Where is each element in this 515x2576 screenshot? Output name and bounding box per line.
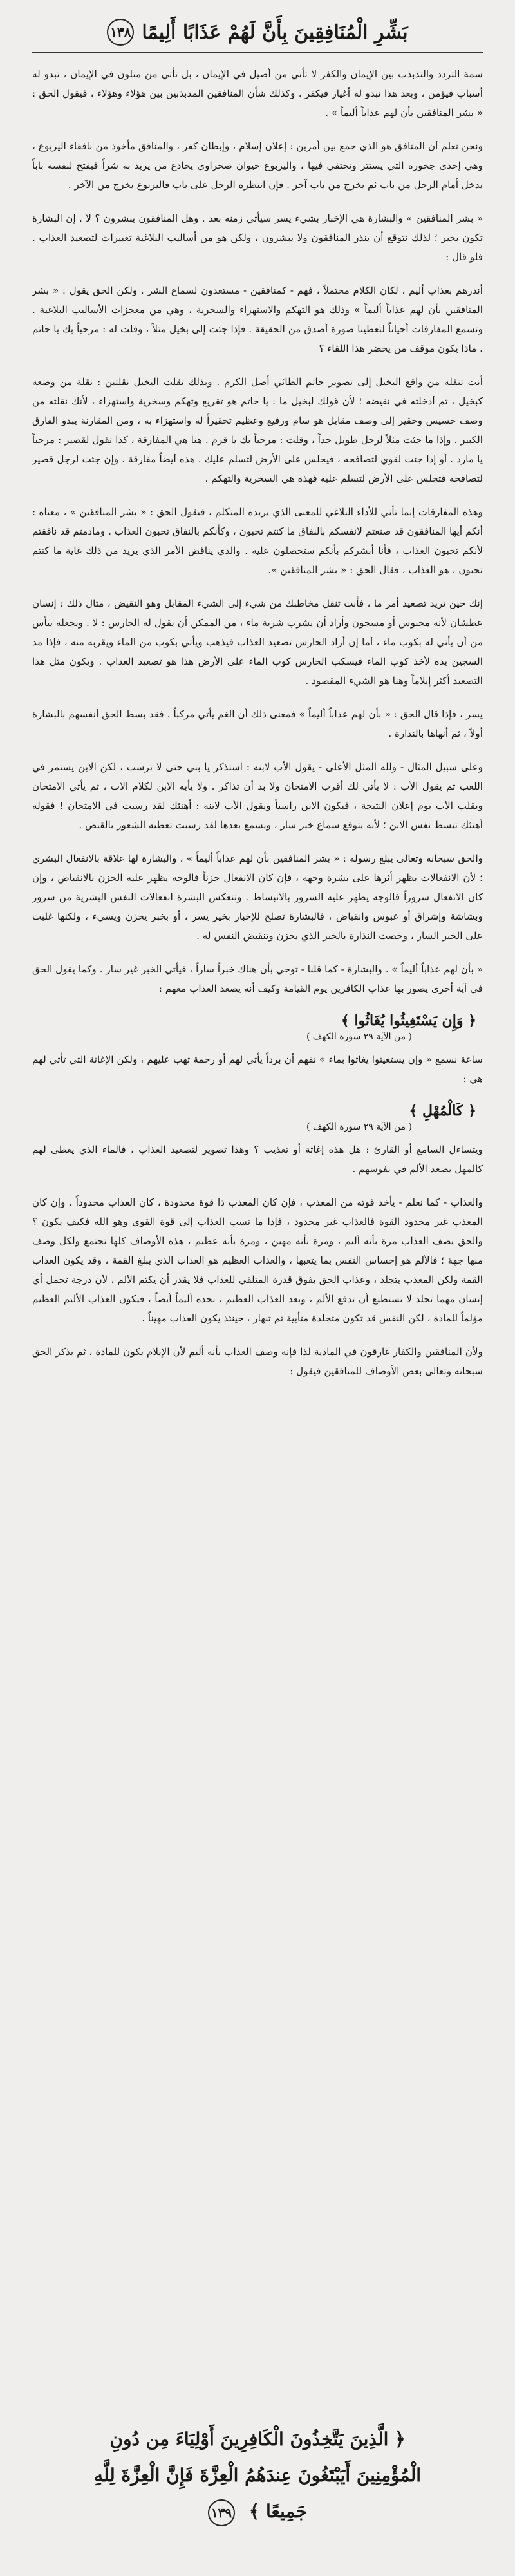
paragraph-group-1: [32, 64, 483, 122]
paragraph-group-4: [32, 281, 483, 358]
quran-quote-1: ﴿ وَإِن يَسْتَغِيثُوا يُغَاثُوا ﴾: [341, 1012, 476, 1029]
paragraph-group-8: [32, 705, 483, 743]
paragraph: أنذرهم بعذاب أليم ، لكان الكلام محتملاً ، فهم - كمنافقين - مستعدون لسماع الشر . ولكن الحق يقول : « بشر المنافقين بأن لهم عذاباً أليماً » وذلك هو التهكم والاستهزاء والسخرية ، وهي من معجزات الأساليب البلاغية . وتسمع المفارقات أحياناً لتعطينا صورة أصدق من الحقيقة . فإذا جئت إلى بخيل مثلاً ، وقلت له : مرحباً بك يا حاتم . ماذا يكون موقف من يحضر هذا اللقاء ؟: [32, 285, 483, 354]
verse-number-badge: ١٣٨: [107, 19, 134, 46]
footer-verse-line-1: ﴿ الَّذِينَ يَتَّخِذُونَ الْكَافِرِينَ أَوْلِيَاءَ مِن دُونِ: [109, 2429, 406, 2450]
paragraph-group-13: [32, 1193, 483, 1328]
paragraph: إنك حين تريد تصعيد أمر ما ، فأنت تنقل مخاطبك من شيء إلى الشيء المقابل وهو النقيض ، مثال ذلك : إنسان عطشان لأنه محبوس أو مسجون وأراد أن يشرب شربة ماء ، من الممكن أن يقول له الحارس : لا . ويجعله ييأس من أن يأتي له بكوب ماء ، أما إن أراد الحارس تصعيد العذاب فيذهب ويأتي بكوب من الماء ويقربه منه ، فإذا مد السجين يده لأخذ كوب الماء فيسكب الحارس كوب الماء على الأرض هذا هو تصعيد العذاب . ويكون مثل هذا التصعيد أكثر إيلاماً وهنا هو الشيء المقصود .: [32, 598, 483, 687]
verse-header: [32, 13, 483, 53]
footer-verse-number-badge: ١٣٩: [208, 2499, 235, 2526]
verse-text: بَشِّرِ الْمُنَافِقِينَ بِأَنَّ لَهُمْ عَذَابًا أَلِيمًا: [142, 21, 408, 44]
paragraph: ولأن المنافقين والكفار غارقون في المادية لذا فإنه وصف العذاب بأنه أليم لأن الإيلام يكون للمادة ، ثم يذكر الحق سبحانه وتعالى بعض الأوصاف للمنافقين فيقول :: [32, 1346, 483, 1377]
quran-quote-2: ﴿ كَالْمُهْلِ ﴾: [409, 1103, 476, 1119]
paragraph: ساعة نسمع « وإن يستغيثوا يغاثوا بماء » نفهم أن برداً يأتي لهم أو رحمة تهب عليهم ، ولكن الإغاثة التي تأتي لهم هي :: [32, 1054, 483, 1084]
footer-verse-tail: جَمِيعًا ﴾: [248, 2501, 307, 2522]
paragraph: والحق سبحانه وتعالى يبلغ رسوله : « بشر المنافقين بأن لهم عذاباً أليماً » ، والبشارة لها علاقة بالانفعال البشري ؛ لأن الانفعالات بظهر أثرها على بشرة وجهه ، فإن كان الانفعال حزناً فالوجه يظهر عليه الحزن بالانقباض ، وإن كان الانفعال سروراً فالوجه يظهر عليه السرور بالانبساط . وتنعكس البشرة انفعالات النفس البشرية من سرور وبشاشة وإشراق أو عبوس وانقباض ، فالبشارة تصلح للإخبار بخير يسر ، أو بخبر يحزن ويسيء ، ولكنها غلبت على الخبر السار ، وخصت النذارة بالخبر الذي يحزن وتنقبض النفس له .: [32, 853, 483, 942]
footer-verse-line-2: الْمُؤْمِنِينَ أَيَبْتَغُونَ عِندَهُمُ الْعِزَّةَ فَإِنَّ الْعِزَّةَ لِلَّهِ: [93, 2465, 422, 2486]
footer-verse: [52, 2421, 464, 2530]
paragraph-group-10: [32, 849, 483, 945]
paragraph-group-14: [32, 1342, 483, 1381]
paragraph-group-7: [32, 594, 483, 690]
paragraph-group-5: [32, 372, 483, 488]
paragraph-group-11: [32, 960, 483, 998]
paragraph-group-quote-followup: [32, 1050, 483, 1088]
paragraph-group-9: [32, 757, 483, 835]
paragraph: وهذه المفارقات إنما تأتي للأداء البلاغي للمعنى الذي يريده المتكلم ، فيقول الحق : « بشر المنافقين » ، معناه : أنكم أيها المنافقون قد صنعتم لأنفسكم بالنفاق ما كنتم تحبون ، وكأنكم بالنفاق تحبون العذاب . ومادمتم قد نافقتم لأنكم تحبون العذاب ، فأنا أبشركم بأنكم ستحصلون عليه . والذي يناقض الأمر الذي يريد من ذلك غاية ما كنتم تحبون ، هو العذاب ، فقال الحق : « بشر المنافقين ».: [32, 506, 483, 576]
paragraph: ونحن نعلم أن المنافق هو الذي جمع بين أمرين : إعلان إسلام ، وإبطان كفر ، والمنافق مأخوذ من نافقاء اليربوع ، وهي إحدى جحوره التي يستتر وتختفي فيها ، واليربوع حيوان صحراوي يخادع من يريد به شراً فيفتح لنفسه باباً يدخل أمام الرجل من باب ثم يخرج من باب آخر . فإن انتظره الرجل على باب فاليربوع يخرج من الآخر .: [32, 140, 483, 191]
paragraph-group-6: [32, 502, 483, 580]
paragraph: أنت تنقله من واقع البخيل إلى تصوير حاتم الطائي أصل الكرم . وبذلك نقلت البخيل نقلتين : نقلة من وضعه كبخيل ، ثم أدخلته في نقيضه ؛ لأن قولك لبخيل ما : يا حاتم هو تقريع وتهكم وسخرية واستهزاء ، لأنك نقلته من وصف خسيس وحقير إلى وصف مقابل هو سام ورفيع وعظيم تحقيراً له واستهزاء به ، ومن المقارنة يبدو الفارق الكبير . وإذا ما جئت مثلاً لرجل طويل جداً ، وقلت : مرحباً بك يا قزم . هنا هي المفارقة ، كذا تقول لقصير : مرحباً يا مارد . أو إذا جئت لقوي لتصافحه ، فيجلس على الأرض لتسلم عليك . هذه أيضاً مفارقة . وإن جئت لرجل قصير لتصافحه فتجلس على الأرض لتسلم عليه فهذه هي السخرية والتهكم .: [32, 376, 483, 484]
paragraph-group-2: [32, 137, 483, 194]
paragraph-group-12: [32, 1140, 483, 1179]
quote-reference-2: ( من الآية ٢٩ سورة الكهف ): [306, 1122, 412, 1132]
paragraph: ويتساءل السامع أو القارئ : هل هذه إغاثة أو تعذيب ؟ وهذا تصوير لتصعيد العذاب ، فالماء الذي يعطى لهم كالمهل يصعد الألم في نفوسهم .: [32, 1144, 483, 1175]
paragraph: يسر ، فإذا قال الحق : « بأن لهم عذاباً أليماً » فمعنى ذلك أن الغم يأتي مركباً . فقد بسط الحق أنفسهم بالبشارة أولاً ، ثم أنهاها بالنذارة .: [32, 708, 483, 739]
quote-reference-1: ( من الآية ٢٩ سورة الكهف ): [306, 1032, 412, 1042]
paragraph: والعذاب - كما نعلم - يأخذ قوته من المعذب ، فإن كان المعذب ذا قوة محدودة ، كان العذاب محدوداً . وإن كان المعذب غير محدود القوة فالعذاب غير محدود ، فإذا ما نسب العذاب إلى قوة القوي وهو الله فكيف يكون ؟ والحق يصف العذاب مرة بأنه أليم ، ومرة بأنه مهين ، ومرة بأنه عظيم ، هذه الأوصاف كلها تجتمع ولكل وصف منها جهة ؛ فالألم هو إحساس النفس بما يتعبها ، والعذاب العظيم هو العذاب الذي يبلغ القمة ، وقد يكون العذاب القمة ولكن المعذب يتجلد ، وعذاب الحق يفوق قدرة المتلقي للعذاب فلا يقدر أن يكتم الألم ، لأن درجة تحمل أي إنسان مهما تجلد لا تستطيع أن تدفع الألم ، وبعد العذاب العظيم ، نجده أليماً أيضاً ، فيكون العذاب الأليم العظيم مؤلماً للمادة ، لكن النفس قد تكون متجلدة متأبية ثم تنهار ، حينئذ يكون العذاب مهيناً .: [32, 1197, 483, 1324]
paragraph-group-3: [32, 209, 483, 267]
paragraph: سمة التردد والتذبذب بين الإيمان والكفر لا تأتي من أصيل في الإيمان ، بل تأتي من متلون في الإيمان ، تبدو له أسباب فيؤمن ، وبعد هذا تبدو له أغيار فيكفر . وكذلك شأن المنافقين المذبذبين بين هؤلاء وهؤلاء ، فيقول الحق : « بشر المنافقين بأن لهم عذاباً أليماً » .: [32, 68, 483, 118]
paragraph: « بأن لهم عذاباً أليماً » . والبشارة - كما قلنا - توحي بأن هناك خبراً ساراً ، فيأتي الخبر غير سار . وكما يقول الحق في آية أخرى يصور بها عذاب الكافرين يوم القيامة وكيف أنه يصعد العذاب معهم :: [32, 963, 483, 994]
paragraph: وعلى سبيل المثال - ولله المثل الأعلى - يقول الأب لابنه : استذكر يا بني حتى لا ترسب ، لكن الابن يستمر في اللعب ثم يقول الأب : لا يأتي لك أقرب الامتحان ولا بد أن تذاكر . ولا يأبه الابن لكلام الأب ، ثم يأتي الامتحان ويقلب الأب يوم إعلان النتيجة ، فيكون الابن راسباً ويقول الأب لابنه : أهنئك لقد رسبت في الامتحان ! فقوله أهنئك تبسط نفس الابن ؛ لأنه يتوقع سماع خبر سار ، ويسمع بعدها لقد رسبت تعطيه الشعور بالقبض .: [32, 761, 483, 831]
paragraph: « بشر المنافقين » والبشارة هي الإخبار بشيء يسر سيأتي زمنه بعد . وهل المنافقون يبشرون ؟ لا . إن البشارة تكون بخير ؛ لذلك نتوقع أن ينذر المنافقون ولا يبشرون ، ولكن هو من أساليب البلاغية تعبيرات لتصعيد العذاب . فلو قال :: [32, 213, 483, 263]
footer-verse-line-3: [52, 2494, 464, 2530]
